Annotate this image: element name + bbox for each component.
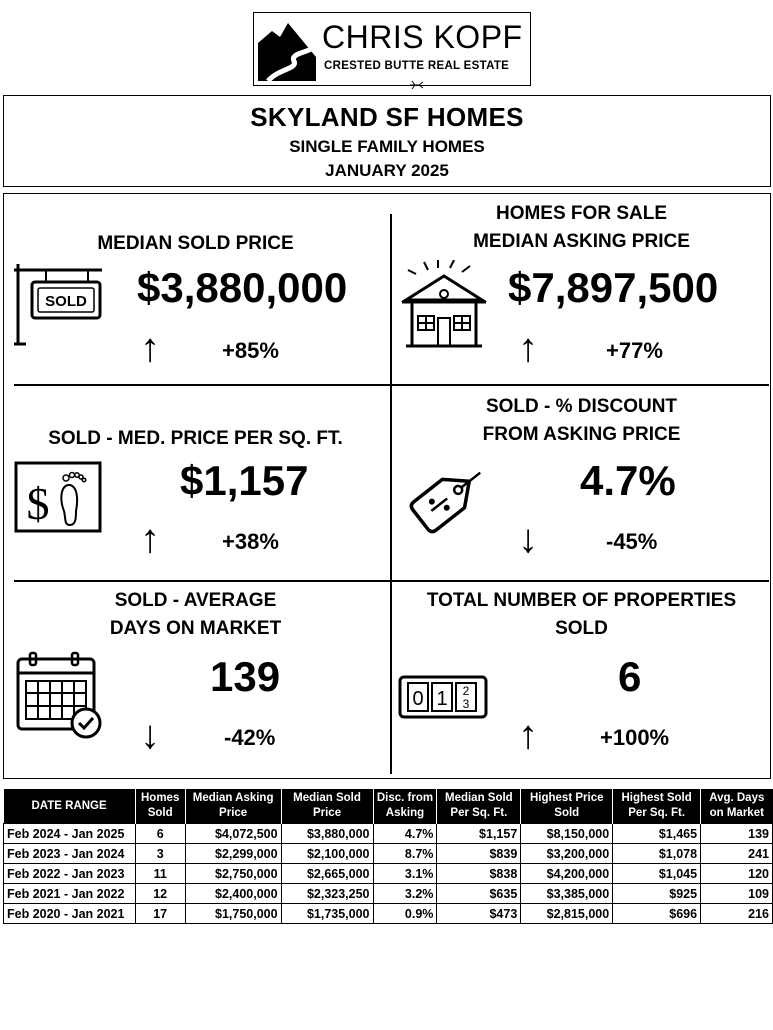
metric-label: SOLD — [555, 618, 608, 639]
table-cell: $2,299,000 — [185, 844, 281, 864]
metric-change: +38% — [222, 529, 279, 554]
metric-change: +77% — [606, 338, 663, 363]
metric-value: 4.7% — [580, 457, 676, 504]
table-cell: $1,157 — [437, 824, 521, 844]
table-cell: $696 — [613, 904, 701, 924]
fly-icon — [409, 80, 425, 90]
table-cell: $839 — [437, 844, 521, 864]
price-tag-icon — [398, 453, 490, 543]
table-cell: $2,100,000 — [281, 844, 373, 864]
table-cell: $473 — [437, 904, 521, 924]
metric-value: 6 — [618, 653, 642, 700]
table-cell: 8.7% — [373, 844, 437, 864]
table-cell: 0.9% — [373, 904, 437, 924]
column-header: Homes Sold — [135, 789, 185, 824]
metric-value: $3,880,000 — [137, 264, 348, 311]
metrics-panel — [3, 193, 771, 779]
report-header — [3, 95, 771, 187]
table-cell: 120 — [701, 864, 773, 884]
table-cell: Feb 2023 - Jan 2024 — [4, 844, 136, 864]
table-cell: $1,465 — [613, 824, 701, 844]
table-cell: 17 — [135, 904, 185, 924]
metric-discount-from-asking — [390, 387, 773, 580]
metric-price-per-sqft — [4, 387, 387, 580]
sold-sign-text: SOLD — [45, 293, 87, 310]
table-cell: 241 — [701, 844, 773, 864]
table-cell: 109 — [701, 884, 773, 904]
row-divider — [14, 580, 769, 582]
table-cell: $2,323,250 — [281, 884, 373, 904]
table-cell: $4,072,500 — [185, 824, 281, 844]
metric-change: -42% — [224, 725, 276, 750]
table-cell: $2,750,000 — [185, 864, 281, 884]
table-cell: Feb 2022 - Jan 2023 — [4, 864, 136, 884]
column-header: Avg. Days on Market — [701, 789, 773, 824]
trend-arrow: ↑ — [518, 326, 538, 370]
column-header: Highest Price Sold — [521, 789, 613, 824]
table-row — [4, 884, 773, 904]
dollar-footprint-icon — [14, 461, 102, 533]
metric-change: +85% — [222, 338, 279, 363]
metric-label: DAYS ON MARKET — [109, 618, 282, 639]
table-cell: 4.7% — [373, 824, 437, 844]
table-row — [4, 844, 773, 864]
table-cell: $838 — [437, 864, 521, 884]
report-subtitle: SINGLE FAMILY HOMES — [289, 137, 485, 156]
table-cell: $1,078 — [613, 844, 701, 864]
metric-label: TOTAL NUMBER OF PROPERTIES — [426, 590, 737, 611]
metric-label: SOLD - MED. PRICE PER SQ. FT. — [48, 428, 343, 449]
table-cell: Feb 2024 - Jan 2025 — [4, 824, 136, 844]
metric-change: -45% — [606, 529, 658, 554]
svg-text:1: 1 — [436, 688, 448, 710]
counter-icon — [398, 673, 490, 721]
svg-text:2: 2 — [462, 684, 470, 698]
table-row — [4, 864, 773, 884]
svg-text:$: $ — [26, 478, 50, 529]
table-cell: Feb 2020 - Jan 2021 — [4, 904, 136, 924]
table-row — [4, 904, 773, 924]
metric-change: +100% — [600, 725, 670, 750]
table-cell: $2,400,000 — [185, 884, 281, 904]
table-cell: 139 — [701, 824, 773, 844]
table-cell: 3.2% — [373, 884, 437, 904]
column-header: Median Sold Per Sq. Ft. — [437, 789, 521, 824]
metric-value: 139 — [210, 653, 281, 700]
trend-arrow: ↓ — [518, 517, 538, 561]
table-cell: $3,880,000 — [281, 824, 373, 844]
logo-name: CHRIS KOPF — [322, 19, 523, 55]
metric-label: SOLD - AVERAGE — [114, 590, 277, 611]
metric-label: FROM ASKING PRICE — [482, 424, 681, 445]
table-cell: $1,045 — [613, 864, 701, 884]
table-cell: $3,200,000 — [521, 844, 613, 864]
column-header: Median Sold Price — [281, 789, 373, 824]
metric-label: HOMES FOR SALE — [495, 203, 667, 224]
svg-text:0: 0 — [412, 688, 424, 710]
metric-total-properties-sold — [390, 583, 773, 776]
column-header: Median Asking Price — [185, 789, 281, 824]
metric-label: MEDIAN ASKING PRICE — [473, 231, 690, 252]
metric-value: $1,157 — [180, 457, 309, 504]
table-cell: $8,150,000 — [521, 824, 613, 844]
report-title: SKYLAND SF HOMES — [250, 102, 524, 132]
table-cell: $3,385,000 — [521, 884, 613, 904]
trend-arrow: ↑ — [140, 326, 160, 370]
table-cell: $4,200,000 — [521, 864, 613, 884]
table-cell: 6 — [135, 824, 185, 844]
table-cell: 216 — [701, 904, 773, 924]
mountain-road-icon — [258, 17, 316, 81]
logo-subtitle: CRESTED BUTTE REAL ESTATE — [324, 60, 510, 72]
metric-median-sold-price — [4, 194, 387, 387]
table-header-row — [4, 789, 773, 824]
house-icon — [398, 260, 490, 352]
trend-arrow: ↑ — [518, 713, 538, 757]
trend-arrow: ↑ — [140, 517, 160, 561]
table-cell: Feb 2021 - Jan 2022 — [4, 884, 136, 904]
history-table — [3, 789, 773, 924]
table-cell: $1,735,000 — [281, 904, 373, 924]
sold-sign-icon — [12, 260, 104, 346]
svg-text:3: 3 — [462, 697, 470, 711]
column-header: DATE RANGE — [4, 789, 136, 824]
table-cell: $925 — [613, 884, 701, 904]
table-cell: 3 — [135, 844, 185, 864]
metric-days-on-market — [4, 583, 387, 776]
table-cell: $1,750,000 — [185, 904, 281, 924]
metric-value: $7,897,500 — [508, 264, 719, 311]
report-period: JANUARY 2025 — [325, 161, 449, 180]
metric-label: SOLD - % DISCOUNT — [485, 396, 678, 417]
table-cell: $635 — [437, 884, 521, 904]
trend-arrow: ↓ — [140, 713, 160, 757]
calendar-check-icon — [14, 649, 104, 739]
table-cell: 12 — [135, 884, 185, 904]
column-header: Disc. from Asking — [373, 789, 437, 824]
metric-median-asking-price — [390, 194, 773, 387]
table-cell: $2,665,000 — [281, 864, 373, 884]
table-cell: 11 — [135, 864, 185, 884]
metric-label: MEDIAN SOLD PRICE — [97, 233, 294, 254]
column-header: Highest Sold Per Sq. Ft. — [613, 789, 701, 824]
table-cell: $2,815,000 — [521, 904, 613, 924]
table-cell: 3.1% — [373, 864, 437, 884]
table-row — [4, 824, 773, 844]
brand-logo — [253, 12, 531, 86]
